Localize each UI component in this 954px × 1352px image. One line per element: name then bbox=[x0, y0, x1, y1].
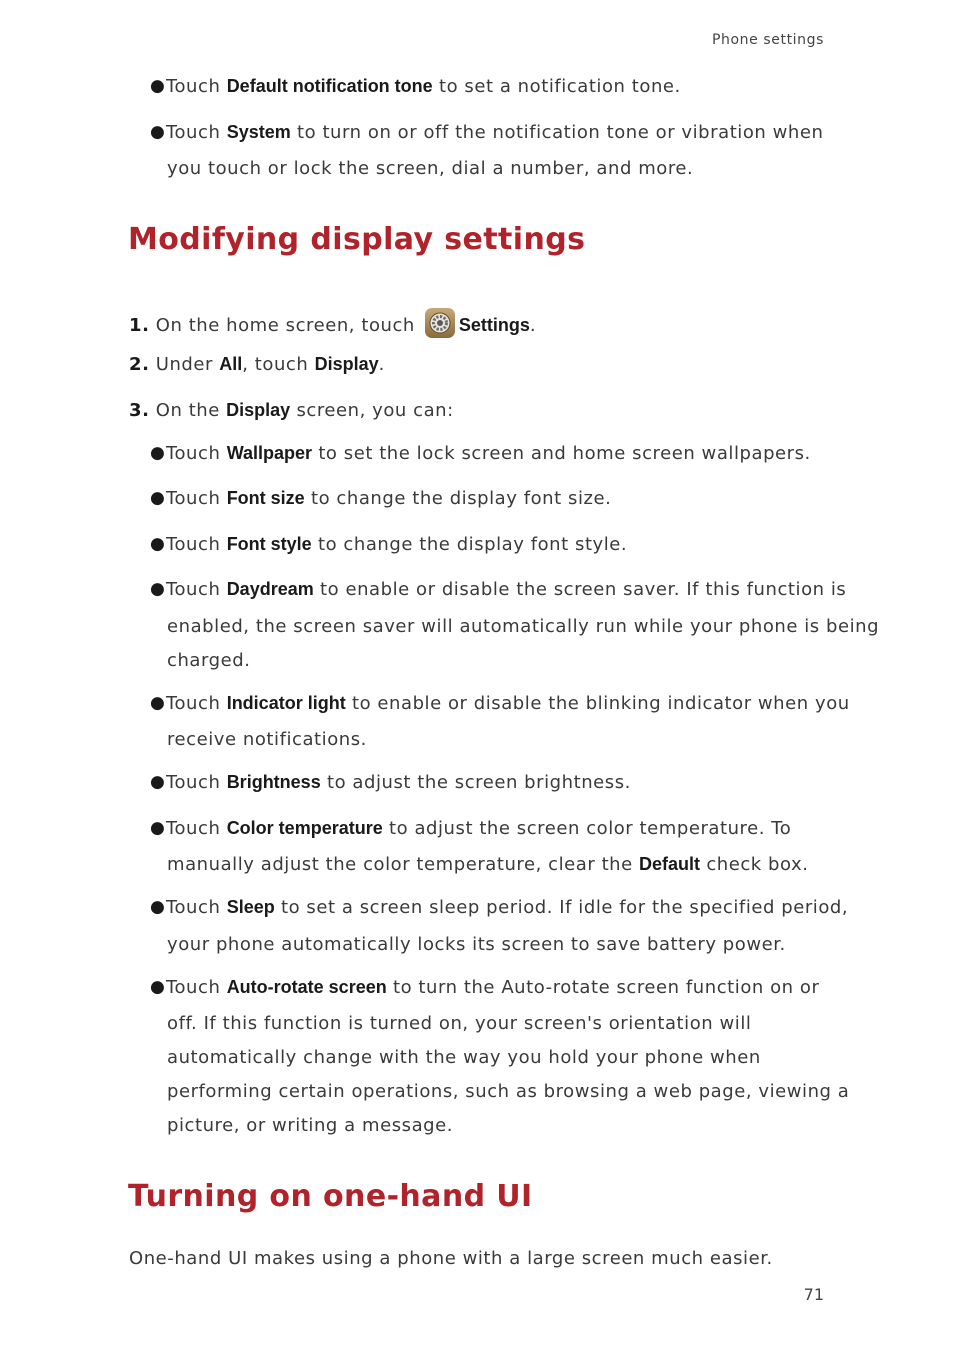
bullet-icon: ● bbox=[150, 443, 165, 463]
bullet-icon: ● bbox=[150, 818, 165, 838]
bullet-icon: ● bbox=[150, 772, 165, 792]
bullet-default-notification-tone: Touch Default notification tone to set a notification tone. bbox=[166, 76, 681, 97]
step-3: 3. On the Display screen, you can: bbox=[129, 400, 454, 421]
bullet-brightness: Touch Brightness to adjust the screen brightness. bbox=[166, 772, 631, 793]
bullet-icon: ● bbox=[150, 579, 165, 599]
section-heading-display: Modifying display settings bbox=[128, 222, 586, 257]
section-heading-one-hand-ui: Turning on one-hand UI bbox=[128, 1179, 533, 1214]
bullet-daydream-cont: charged. bbox=[167, 650, 251, 671]
bullet-system-cont: you touch or lock the screen, dial a number, and more. bbox=[167, 158, 694, 179]
settings-gear-icon bbox=[425, 308, 455, 338]
bullet-indicator-light: Touch Indicator light to enable or disable the blinking indicator when you bbox=[166, 693, 850, 714]
bullet-daydream-cont: enabled, the screen saver will automatically run while your phone is being bbox=[167, 616, 880, 637]
bullet-sleep-cont: your phone automatically locks its screen to save battery power. bbox=[167, 934, 786, 955]
bullet-font-size: Touch Font size to change the display font size. bbox=[166, 488, 612, 509]
bullet-icon: ● bbox=[150, 534, 165, 554]
page-number: 71 bbox=[803, 1285, 824, 1304]
one-hand-ui-body: One-hand UI makes using a phone with a large screen much easier. bbox=[129, 1248, 773, 1269]
bullet-auto-rotate-cont: picture, or writing a message. bbox=[167, 1115, 454, 1136]
bullet-wallpaper: Touch Wallpaper to set the lock screen and home screen wallpapers. bbox=[166, 443, 811, 464]
bullet-icon: ● bbox=[150, 693, 165, 713]
bullet-auto-rotate-cont: performing certain operations, such as browsing a web page, viewing a bbox=[167, 1081, 850, 1102]
bullet-auto-rotate-cont: off. If this function is turned on, your screen's orientation will bbox=[167, 1013, 752, 1034]
bullet-icon: ● bbox=[150, 897, 165, 917]
bullet-indicator-light-cont: receive notifications. bbox=[167, 729, 367, 750]
running-header: Phone settings bbox=[711, 32, 824, 48]
bullet-icon: ● bbox=[150, 76, 165, 96]
bullet-icon: ● bbox=[150, 122, 165, 142]
bullet-daydream: Touch Daydream to enable or disable the screen saver. If this function is bbox=[166, 579, 847, 600]
bullet-icon: ● bbox=[150, 488, 165, 508]
step-2: 2. Under All, touch Display. bbox=[129, 354, 385, 375]
bullet-auto-rotate-cont: automatically change with the way you hold your phone when bbox=[167, 1047, 761, 1068]
bullet-sleep: Touch Sleep to set a screen sleep period. If idle for the specified period, bbox=[166, 897, 849, 918]
bullet-icon: ● bbox=[150, 977, 165, 997]
bullet-color-temperature-cont: manually adjust the color temperature, clear the Default check box. bbox=[167, 854, 809, 875]
bullet-auto-rotate: Touch Auto-rotate screen to turn the Auto-rotate screen function on or bbox=[166, 977, 820, 998]
bullet-font-style: Touch Font style to change the display font style. bbox=[166, 534, 628, 555]
bullet-color-temperature: Touch Color temperature to adjust the screen color temperature. To bbox=[166, 818, 792, 839]
step-1: 1. On the home screen, touch Settings. bbox=[129, 308, 536, 338]
bullet-system: Touch System to turn on or off the notification tone or vibration when bbox=[166, 122, 824, 143]
